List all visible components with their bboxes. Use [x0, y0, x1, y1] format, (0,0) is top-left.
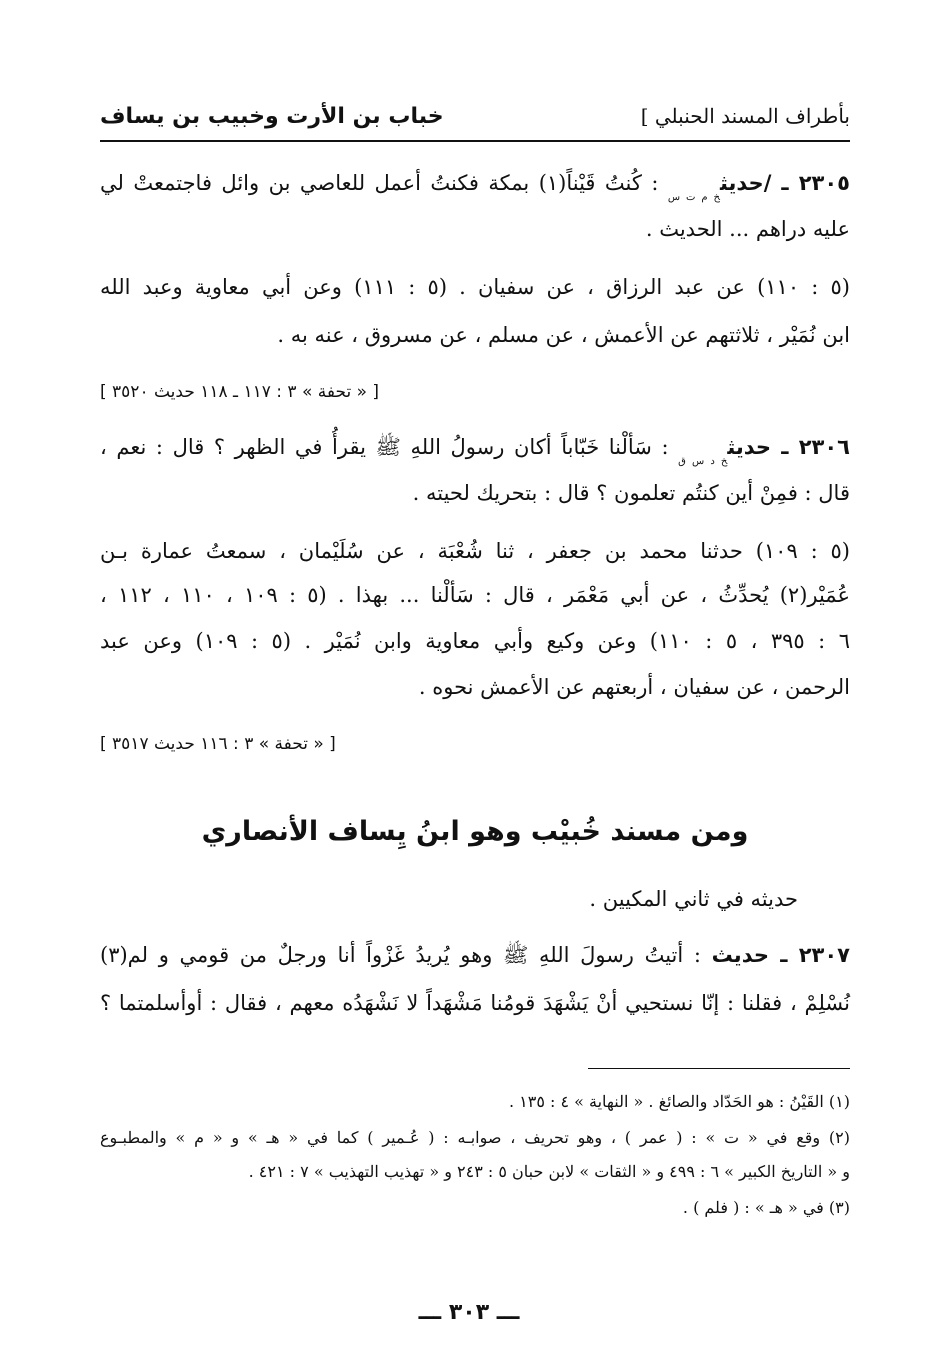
- hadith-keyword: حديث: [711, 943, 769, 967]
- entry-2306-isnad-4: الرحمن ، عن سفيان ، أربعتهم عن الأعمش نحوه .: [418, 675, 850, 699]
- source-sigla: خ د س ق: [678, 456, 728, 467]
- section-note: حديثه في ثاني المكيين .: [589, 887, 798, 911]
- running-header: [100, 96, 850, 136]
- entry-dash: ـ: [771, 435, 799, 459]
- footnote-3: (٣) في « هـ » : ( فلم ) .: [682, 1198, 850, 1217]
- entry-2306-isnad-3: ٦ : ٣٩٥ ، ٥ : ١١٠) وعن وكيع وأبي معاوية وابن نُمَيْر . (٥ : ١٠٩) وعن عبد: [100, 629, 850, 653]
- entry-dash: ـ: [768, 943, 799, 967]
- entry-number: ٢٣٠٧: [798, 943, 850, 967]
- header-rule: [100, 140, 850, 142]
- entry-2305-line-1: [100, 168, 850, 203]
- header-book-title: بأطراف المسند الحنبلي ]: [640, 104, 850, 128]
- footnote-1: (١) القَيْنُ : هو الحَدّاد والصائغ . « النهاية » ٤ : ١٣٥ .: [508, 1092, 850, 1111]
- footnote-2-line-2: و « التاريخ الكبير » ٦ : ٤٩٩ و « الثقات » لابن حبان ٥ : ٢٤٣ و « تهذيب التهذيب » ٧ : ٤٢١ .: [248, 1162, 850, 1181]
- entry-2306-reference: [ « تحفة » ٣ : ١١٦ حديث ٣٥١٧ ]: [100, 734, 336, 754]
- entry-text: : كُنتُ قَيْناً(١) بمكة فكنتُ أعمل للعاصي بن وائل فاجتمعتْ لي: [100, 171, 668, 195]
- entry-text: : سَألْنا خَبّاباً أكان رسولُ اللهِ ﷺ يقرأُ في الظهر ؟ قال : نعم ،: [100, 435, 679, 459]
- entry-dash: ـ /: [763, 171, 799, 195]
- entry-2307-line-1: [100, 940, 850, 970]
- entry-text: : أتيتُ رسولَ اللهِ ﷺ وهو يُريدُ غَزْواً أنا ورجلٌ من قومي و لم(٣): [100, 943, 712, 967]
- footnote-rule: [588, 1068, 850, 1069]
- entry-2305-isnad-1: (٥ : ١١٠) عن عبد الرزاق ، عن سفيان . (٥ : ١١١) وعن أبي معاوية وعبد الله: [100, 275, 850, 299]
- hadith-keyword: حديث: [719, 171, 764, 195]
- section-heading: ومن مسند خُبيْب وهو ابنُ يِساف الأنصاري: [201, 816, 749, 847]
- entry-2306-line-1: [100, 432, 850, 467]
- entry-2307-line-2: نُسْلِمْ ، فقلنا : إنّا نستحيي أنْ يَشْهَدَ قومُنا مَشْهَداً لا نَشْهَدُه معهم ، فقال : أوأسلمتما ؟: [100, 991, 850, 1015]
- entry-number: ٢٣٠٦: [798, 435, 850, 459]
- source-sigla: خ م ت س: [667, 192, 720, 203]
- page-number: ـــ ٣٠٣ ـــ: [418, 1300, 520, 1325]
- entry-2306-isnad-1: (٥ : ١٠٩) حدثنا محمد بن جعفر ، ثنا شُعْبَة ، عن سُلَيْمان ، سمعتُ عمارة بـن: [100, 539, 850, 563]
- header-chapter-title: خباب بن الأرت وخبيب بن يساف: [100, 103, 444, 129]
- entry-2305-isnad-2: ابن نُمَيْر ، ثلاثتهم عن الأعمش ، عن مسلم ، عن مسروق ، عنه به .: [277, 323, 850, 347]
- footnote-2-line-1: (٢) وقع في « ت » : ( عمر ) ، وهو تحريف ، صوابـه : ( عُـمير ) كما في « هـ » و « م » والمطبـوع: [100, 1128, 850, 1147]
- hadith-keyword: حديث: [727, 435, 772, 459]
- entry-2306-isnad-2: عُمَيْر(٢) يُحدِّثُ ، عن أبي مَعْمَر ، قال : سَألْنا ... بهذا . (٥ : ١٠٩ ، ١١٠ ، ١١٢ ،: [100, 583, 850, 607]
- entry-2306-line-2: قال : فمِنْ أين كنتُم تعلمون ؟ قال : بتحريك لحيته .: [412, 481, 850, 505]
- entry-2305-line-2: عليه دراهم ... الحديث .: [645, 217, 850, 241]
- entry-2305-reference: [ « تحفة » ٣ : ١١٧ ـ ١١٨ حديث ٣٥٢٠ ]: [100, 382, 380, 402]
- entry-number: ٢٣٠٥: [798, 171, 850, 195]
